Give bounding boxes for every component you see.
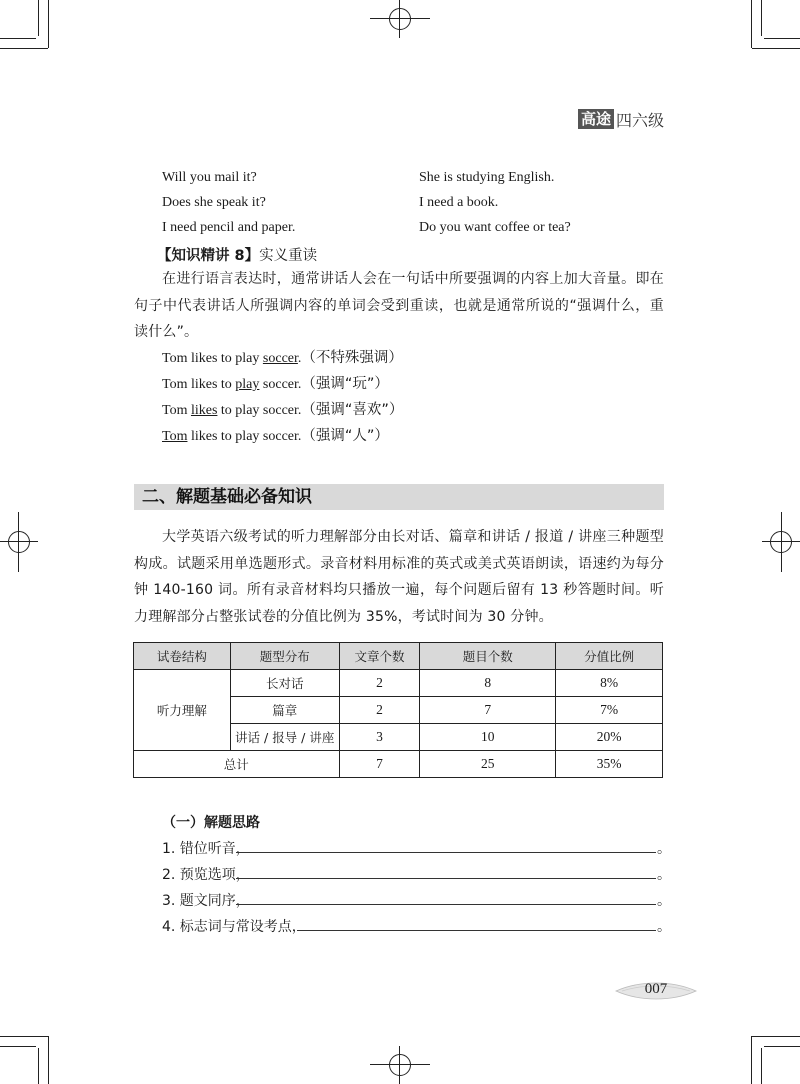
table-cell: 3 [339, 724, 420, 751]
page-number: 007 [644, 981, 668, 997]
knowledge-heading [157, 244, 317, 265]
table-cell: 7 [420, 697, 556, 724]
example-right: Do you want coffee or tea? [419, 220, 571, 235]
table-header-cell: 题目个数 [420, 643, 556, 670]
stressed-word: Tom [162, 429, 188, 444]
brand-subtitle: 四六级 [615, 110, 664, 130]
example-left: Will you mail it? [162, 170, 257, 185]
knowledge-paragraph: 在进行语言表达时，通常讲话人会在一句话中所要强调的内容上加大音量。即在句子中代表讲话人所强调内容的单词会受到重读，也就是通常所说的“强调什么，重读什么”。 [134, 271, 664, 340]
example-left: Does she speak it? [162, 195, 266, 210]
table-cell: 7% [556, 697, 663, 724]
section-paragraph: 大学英语六级考试的听力理解部分由长对话、篇章和讲话 / 报道 / 讲座三种题型构成。试题采用单选题形式。录音材料用标准的英式或美式英语朗读，语速约为每分钟 140-160 词。所有录音材料均只播放一遍，每个问题后留有 13 秒答题时间。听力理解部分占整张试卷的分值比例为 35%，考试时间为 30 分钟。 [134, 529, 664, 625]
answer-blank[interactable] [236, 890, 656, 905]
end-mark: 。 [657, 919, 671, 935]
table-header-cell: 分值比例 [556, 643, 663, 670]
stressed-word: likes [190, 403, 218, 418]
answer-blank[interactable] [297, 916, 656, 931]
table-header-cell: 文章个数 [339, 643, 420, 670]
table-cell: 10 [420, 724, 556, 751]
table-header-cell: 题型分布 [230, 643, 339, 670]
table-cell: 讲话 / 报导 / 讲座 [230, 724, 339, 751]
brand-logo: 高途 [578, 109, 614, 129]
table-total-row [134, 751, 663, 778]
strategy-item-label: 3. 题文同序， [162, 893, 250, 909]
page-number-ornament [614, 980, 698, 1002]
strategy-item-label: 4. 标志词与常设考点， [162, 919, 306, 935]
score-table [133, 642, 663, 778]
stress-sentence: Tom likes to play soccer.（强调“喜欢”） [162, 402, 404, 418]
table-header-cell: 试卷结构 [134, 643, 231, 670]
stressed-word: soccer [262, 351, 298, 366]
knowledge-heading-label: 【知识精讲 8】 [157, 248, 260, 264]
stressed-word: play [235, 377, 260, 392]
strategy-item-label: 2. 预览选项， [162, 867, 250, 883]
stress-note: （强调“玩”） [301, 376, 389, 392]
strategy-heading: （一）解题思路 [162, 815, 260, 831]
knowledge-heading-title: 实义重读 [259, 248, 318, 264]
table-row [134, 670, 663, 697]
stress-note: （不特殊强调） [301, 350, 403, 366]
strategy-item-label: 1. 错位听音， [162, 841, 250, 857]
answer-blank[interactable] [236, 838, 656, 853]
table-cell: 2 [339, 697, 420, 724]
answer-blank[interactable] [236, 864, 656, 879]
section-title: 二、解题基础必备知识 [142, 487, 312, 507]
table-cell: 2 [339, 670, 420, 697]
end-mark: 。 [657, 893, 671, 909]
example-right: She is studying English. [419, 170, 555, 185]
stress-sentence: Tom likes to play soccer.（强调“玩”） [162, 376, 389, 392]
table-cell: 8 [420, 670, 556, 697]
table-cell: 篇章 [230, 697, 339, 724]
stress-note: （强调“喜欢”） [301, 402, 404, 418]
table-header-row [134, 643, 663, 670]
table-cell: 20% [556, 724, 663, 751]
table-cell: 35% [556, 751, 663, 778]
brand-header [578, 108, 664, 130]
example-left: I need pencil and paper. [162, 220, 296, 235]
stress-sentence: Tom likes to play soccer.（不特殊强调） [162, 350, 403, 366]
example-right: I need a book. [419, 195, 499, 210]
table-cell: 8% [556, 670, 663, 697]
table-cell: 25 [420, 751, 556, 778]
table-total-label: 总计 [134, 751, 340, 778]
stress-sentence: Tom likes to play soccer.（强调“人”） [162, 428, 389, 444]
table-cell: 长对话 [230, 670, 339, 697]
stress-note: （强调“人”） [301, 428, 389, 444]
end-mark: 。 [657, 841, 671, 857]
end-mark: 。 [657, 867, 671, 883]
table-group-cell: 听力理解 [134, 670, 231, 751]
table-cell: 7 [339, 751, 420, 778]
section-heading [134, 484, 664, 510]
